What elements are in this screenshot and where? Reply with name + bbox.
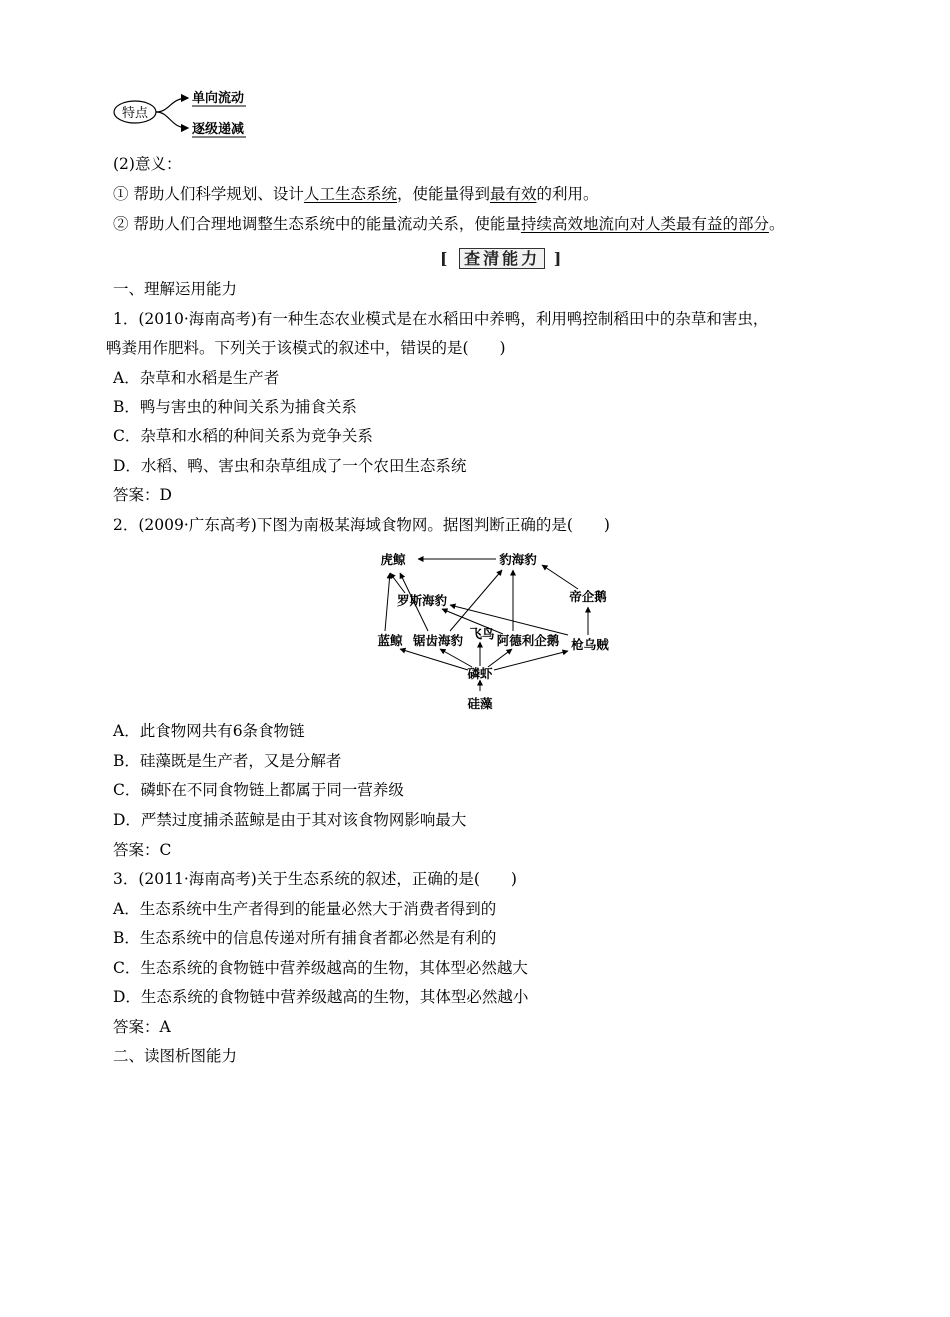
q3-option-a: A．生态系统中生产者得到的能量必然大于消费者得到的: [113, 900, 497, 918]
q2-option-b: B．硅藻既是生产者，又是分解者: [113, 752, 342, 770]
node-krill: 磷虾: [467, 666, 493, 681]
trait-center-label: 特点: [121, 106, 149, 121]
q3-stem: 3．(2011·海南高考)关于生态系统的叙述，正确的是( ): [113, 870, 517, 888]
trait-branch-2: 逐级递减: [192, 122, 245, 137]
q1-option-b: B．鸭与害虫的种间关系为捕食关系: [113, 398, 357, 416]
q3-answer: 答案：A: [113, 1018, 171, 1036]
q2-option-d: D．严禁过度捕杀蓝鲸是由于其对该食物网影响最大: [113, 811, 467, 829]
q3-option-b: B．生态系统中的信息传递对所有捕食者都必然是有利的: [113, 929, 497, 947]
node-adelie-penguin: 阿德利企鹅: [496, 633, 560, 648]
q2-option-c: C．磷虾在不同食物链上都属于同一营养级: [113, 781, 404, 799]
node-blue-whale: 蓝鲸: [377, 633, 403, 648]
significance-item-1: ① 帮助人们科学规划、设计人工生态系统，使能量得到最有效的利用。: [113, 185, 599, 203]
node-ross-seal: 罗斯海豹: [396, 593, 448, 608]
node-leopard-seal: 豹海豹: [499, 552, 537, 567]
part2-title: 二、读图析图能力: [113, 1047, 238, 1065]
node-crabeater-seal: 锯齿海豹: [412, 633, 464, 648]
q3-option-d: D．生态系统的食物链中营养级越高的生物，其体型必然越小: [113, 988, 529, 1006]
q1-option-a: A．杂草和水稻是生产者: [113, 369, 280, 387]
q1-stem-line2: 鸭粪用作肥料。下列关于该模式的叙述中，错误的是( ): [106, 339, 506, 357]
q1-option-d: D．水稻、鸭、害虫和杂草组成了一个农田生态系统: [113, 457, 467, 475]
node-bird: 飞鸟: [469, 626, 495, 641]
significance-heading: (2)意义：: [113, 155, 182, 173]
section-header: [ 查清能力 ]: [440, 249, 565, 268]
part1-title: 一、理解运用能力: [113, 280, 238, 298]
trait-branch-1: 单向流动: [192, 91, 245, 106]
q3-option-c: C．生态系统的食物链中营养级越高的生物，其体型必然越大: [113, 959, 528, 977]
node-killer-whale: 虎鲸: [380, 552, 406, 567]
node-squid: 枪乌贼: [571, 637, 609, 652]
q2-stem: 2．(2009·广东高考)下图为南极某海域食物网。据图判断正确的是( ): [113, 516, 610, 534]
significance-item-2: ② 帮助人们合理地调整生态系统中的能量流动关系，使能量持续高效地流向对人类最有益的部分。: [113, 215, 785, 233]
q1-stem-line1: 1．(2010·海南高考)有一种生态农业模式是在水稻田中养鸭，利用鸭控制稻田中的杂草和害虫，: [113, 310, 769, 328]
q1-option-c: C．杂草和水稻的种间关系为竞争关系: [113, 427, 373, 445]
q1-answer: 答案：D: [113, 486, 172, 504]
q2-option-a: A．此食物网共有6条食物链: [113, 722, 305, 740]
node-diatom: 硅藻: [467, 696, 493, 711]
food-web-diagram: [360, 545, 625, 715]
q2-answer: 答案：C: [113, 841, 172, 859]
trait-diagram: [108, 85, 268, 141]
node-emperor-penguin: 帝企鹅: [569, 589, 607, 604]
